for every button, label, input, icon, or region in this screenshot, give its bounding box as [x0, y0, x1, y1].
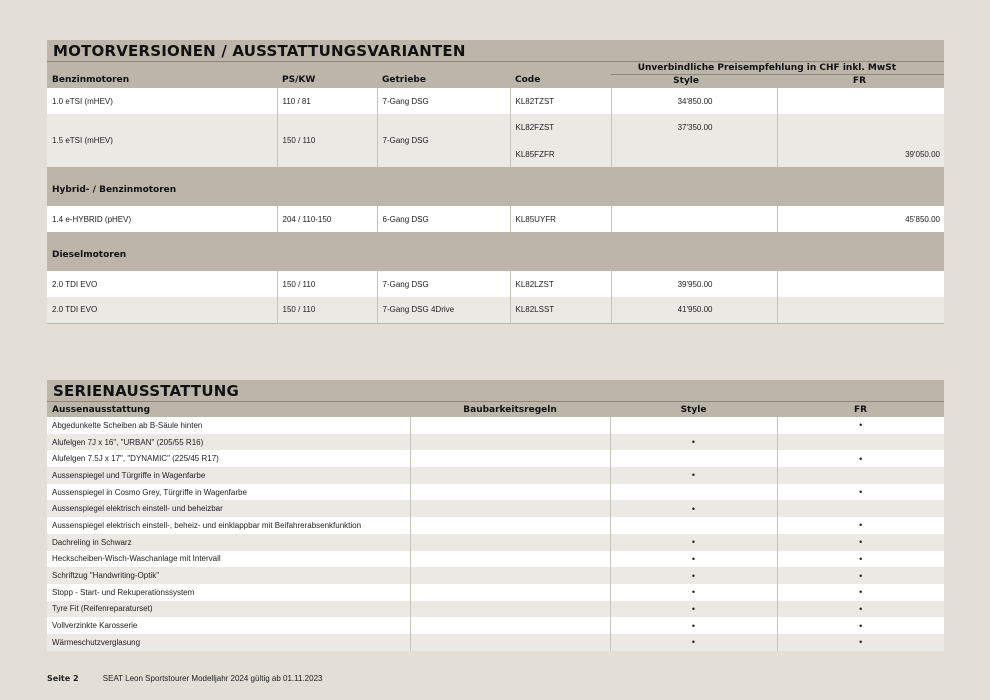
- style-mark: •: [610, 617, 777, 634]
- equipment-label: Wärmeschutzverglasung: [47, 634, 410, 651]
- header-row: [47, 402, 944, 417]
- style-price: 41'950.00: [611, 297, 777, 323]
- getriebe-cell: 7-Gang DSG: [377, 271, 510, 297]
- footer-text: SEAT Leon Sportstourer Modelljahr 2024 gültig ab 01.11.2023: [102, 674, 323, 683]
- fr-mark: •: [777, 484, 944, 501]
- col-style: Style: [610, 402, 777, 417]
- table-row: [47, 417, 944, 434]
- ps-cell: 150 / 110: [277, 297, 377, 323]
- rule-cell: [410, 434, 610, 451]
- equipment-label: Vollverzinkte Karosserie: [47, 617, 410, 634]
- fr-mark: •: [777, 567, 944, 584]
- fr-mark: •: [777, 417, 944, 434]
- col-baubarkeitsregeln: Baubarkeitsregeln: [410, 402, 610, 417]
- style-price: 34'850.00: [611, 88, 777, 114]
- style-mark: •: [610, 634, 777, 651]
- table-row: [47, 297, 944, 323]
- style-mark: •: [610, 584, 777, 601]
- rule-cell: [410, 467, 610, 484]
- table-row: [47, 534, 944, 551]
- equipment-label: Alufelgen 7.5J x 17", "DYNAMIC" (225/45 R17): [47, 450, 410, 467]
- rule-cell: [410, 601, 610, 618]
- fr-mark: •: [777, 617, 944, 634]
- equipment-label: Aussenspiegel und Türgriffe in Wagenfarbe: [47, 467, 410, 484]
- style-mark: •: [610, 467, 777, 484]
- equipment-table: [47, 402, 944, 651]
- rule-cell: [410, 551, 610, 568]
- group-label: Hybrid- / Benzinmotoren: [47, 167, 944, 206]
- motor-cell: 2.0 TDI EVO: [47, 271, 277, 297]
- style-price: [611, 206, 777, 232]
- style-mark: •: [610, 567, 777, 584]
- getriebe-cell: 7-Gang DSG: [377, 88, 510, 114]
- equipment-label: Aussenspiegel elektrisch einstell-, beheiz- und einklappbar mit Beifahrerabsenkfunktion: [47, 517, 410, 534]
- table-row: [47, 450, 944, 467]
- style-mark: •: [610, 534, 777, 551]
- rule-cell: [410, 534, 610, 551]
- table-row: [47, 114, 944, 141]
- style-price: 39'950.00: [611, 271, 777, 297]
- fr-mark: •: [777, 551, 944, 568]
- equipment-label: Heckscheiben-Wisch-Waschanlage mit Intervall: [47, 551, 410, 568]
- group-label: Dieselmotoren: [47, 232, 944, 271]
- motor-cell: 1.0 eTSI (mHEV): [47, 88, 277, 114]
- group-row-hybrid: [47, 167, 944, 206]
- equipment-label: Schriftzug "Handwriting-Optik": [47, 567, 410, 584]
- motor-cell: 1.4 e-HYBRID (pHEV): [47, 206, 277, 232]
- style-price: [611, 141, 777, 167]
- motorversionen-section: [47, 40, 944, 324]
- group-row-diesel: [47, 232, 944, 271]
- price-heading: Unverbindliche Preisempfehlung in CHF inkl. MwSt: [611, 62, 944, 75]
- col-fr: FR: [852, 76, 866, 86]
- code-cell: KL82LSST: [510, 297, 611, 323]
- fr-price: 39'050.00: [777, 141, 944, 167]
- getriebe-cell: 7-Gang DSG 4Drive: [377, 297, 510, 323]
- ps-cell: 150 / 110: [277, 114, 377, 167]
- fr-mark: •: [777, 601, 944, 618]
- rule-cell: [410, 500, 610, 517]
- table-row: [47, 634, 944, 651]
- equipment-label: Dachreling in Schwarz: [47, 534, 410, 551]
- rule-cell: [410, 450, 610, 467]
- fr-mark: •: [777, 584, 944, 601]
- style-mark: •: [610, 601, 777, 618]
- header-row: [47, 62, 944, 88]
- col-benzinmotoren: Benzinmotoren: [47, 62, 277, 88]
- fr-mark: •: [777, 517, 944, 534]
- table-row: [47, 484, 944, 501]
- motor-table: [47, 62, 944, 324]
- equipment-label: Alufelgen 7J x 16", "URBAN" (205/55 R16): [47, 434, 410, 451]
- table-row: [47, 206, 944, 232]
- table-row: [47, 500, 944, 517]
- section-title: MOTORVERSIONEN / AUSSTATTUNGSVARIANTEN: [47, 40, 944, 62]
- style-mark: [610, 450, 777, 467]
- fr-mark: •: [777, 534, 944, 551]
- col-code: Code: [510, 62, 611, 88]
- fr-mark: [777, 434, 944, 451]
- style-mark: [610, 517, 777, 534]
- price-header: [611, 62, 944, 88]
- code-cell: KL85UYFR: [510, 206, 611, 232]
- rule-cell: [410, 517, 610, 534]
- fr-mark: [777, 500, 944, 517]
- col-pskw: PS/KW: [277, 62, 377, 88]
- fr-mark: •: [777, 634, 944, 651]
- table-row: [47, 567, 944, 584]
- motor-cell: 2.0 TDI EVO: [47, 297, 277, 323]
- equipment-label: Aussenspiegel elektrisch einstell- und beheizbar: [47, 500, 410, 517]
- fr-mark: •: [777, 450, 944, 467]
- col-fr: FR: [777, 402, 944, 417]
- page-number: Seite 2: [47, 674, 79, 683]
- table-row: [47, 467, 944, 484]
- col-getriebe: Getriebe: [377, 62, 510, 88]
- equipment-label: Aussenspiegel in Cosmo Grey, Türgriffe in Wagenfarbe: [47, 484, 410, 501]
- code-cell: KL82FZST: [510, 114, 611, 141]
- style-mark: [610, 484, 777, 501]
- col-style: Style: [673, 76, 699, 86]
- getriebe-cell: 7-Gang DSG: [377, 114, 510, 167]
- code-cell: KL85FZFR: [510, 141, 611, 167]
- rule-cell: [410, 617, 610, 634]
- table-row: [47, 617, 944, 634]
- code-cell: KL82TZST: [510, 88, 611, 114]
- col-aussenausstattung: Aussenausstattung: [47, 402, 410, 417]
- code-cell: KL82LZST: [510, 271, 611, 297]
- rule-cell: [410, 484, 610, 501]
- style-mark: •: [610, 551, 777, 568]
- equipment-label: Abgedunkelte Scheiben ab B-Säule hinten: [47, 417, 410, 434]
- ps-cell: 150 / 110: [277, 271, 377, 297]
- rule-cell: [410, 417, 610, 434]
- style-mark: •: [610, 500, 777, 517]
- equipment-label: Stopp - Start- und Rekuperationssystem: [47, 584, 410, 601]
- table-row: [47, 434, 944, 451]
- fr-price: [777, 114, 944, 141]
- fr-price: [777, 88, 944, 114]
- style-mark: •: [610, 434, 777, 451]
- fr-price: [777, 271, 944, 297]
- table-row: [47, 584, 944, 601]
- table-row: [47, 271, 944, 297]
- fr-price: 45'850.00: [777, 206, 944, 232]
- style-price: 37'350.00: [611, 114, 777, 141]
- getriebe-cell: 6-Gang DSG: [377, 206, 510, 232]
- page-footer: [47, 674, 322, 683]
- style-mark: [610, 417, 777, 434]
- ps-cell: 204 / 110-150: [277, 206, 377, 232]
- rule-cell: [410, 567, 610, 584]
- rule-cell: [410, 634, 610, 651]
- fr-price: [777, 297, 944, 323]
- table-row: [47, 551, 944, 568]
- table-row: [47, 601, 944, 618]
- table-row: [47, 88, 944, 114]
- serienausstattung-section: [47, 380, 944, 651]
- table-row: [47, 517, 944, 534]
- section-title: SERIENAUSSTATTUNG: [47, 380, 944, 402]
- ps-cell: 110 / 81: [277, 88, 377, 114]
- motor-cell: 1.5 eTSI (mHEV): [47, 114, 277, 167]
- fr-mark: [777, 467, 944, 484]
- rule-cell: [410, 584, 610, 601]
- equipment-label: Tyre Fit (Reifenreparaturset): [47, 601, 410, 618]
